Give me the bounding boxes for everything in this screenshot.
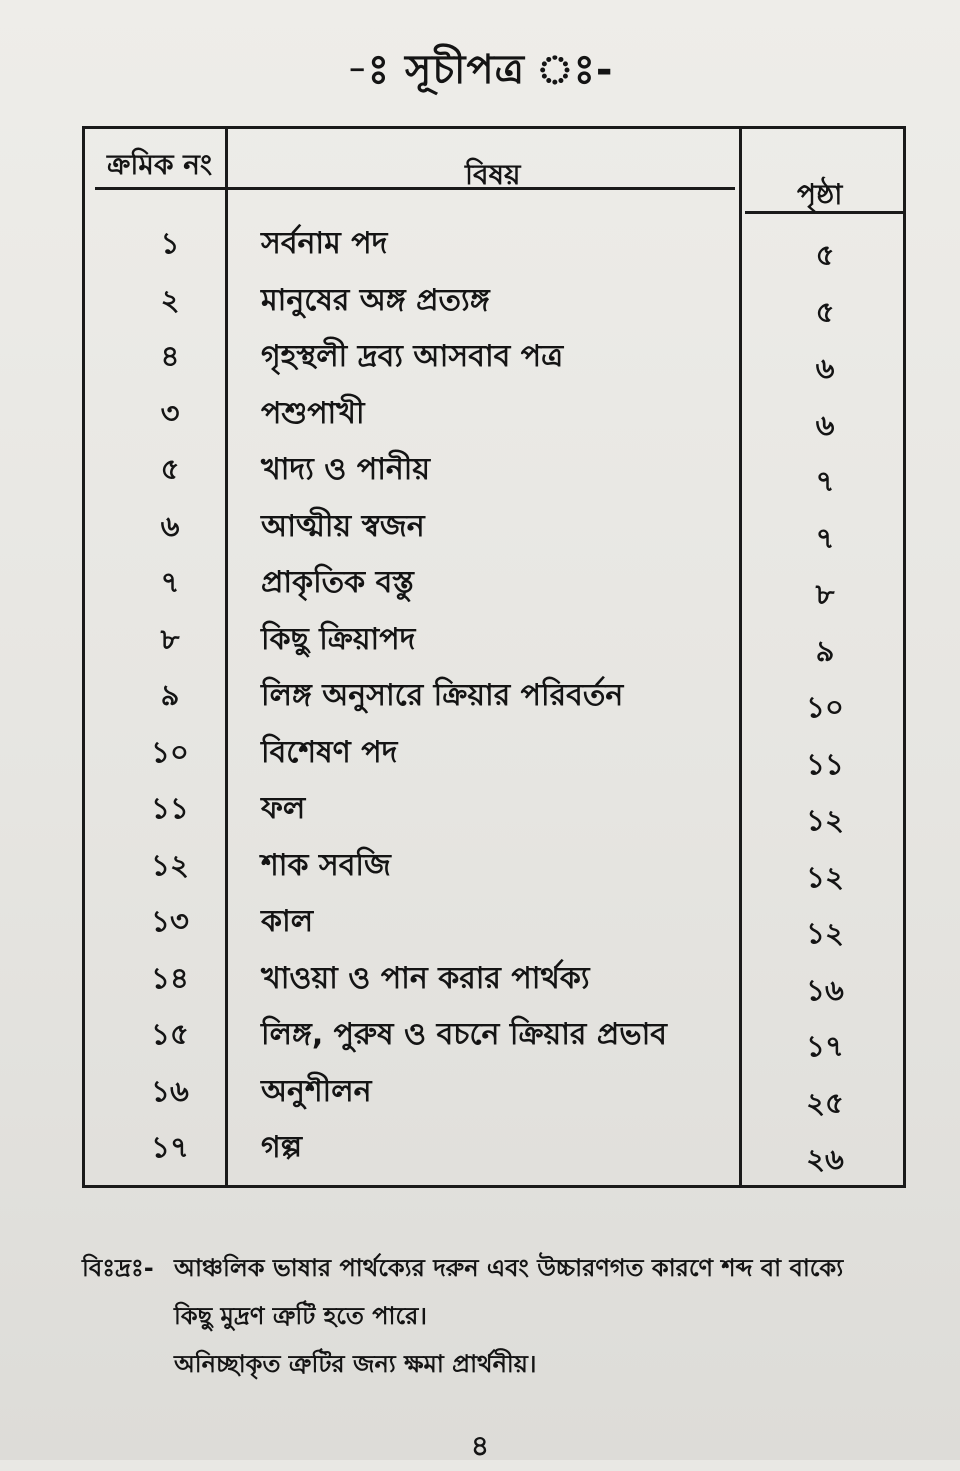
row-page: ৮ <box>815 577 835 611</box>
table-row <box>85 617 903 673</box>
table-row <box>85 673 903 729</box>
row-subject: কাল <box>261 904 314 939</box>
row-page: ১২ <box>806 916 844 950</box>
row-page: ১৭ <box>806 1029 844 1063</box>
row-subject: লিঙ্গ, পুরুষ ও বচনে ক্রিয়ার প্রভাব <box>261 1017 667 1052</box>
row-page: ২৫ <box>806 1085 844 1120</box>
row-serial: ৬ <box>160 508 180 543</box>
row-page: ৬ <box>815 351 835 385</box>
row-subject: গল্প <box>261 1130 303 1165</box>
table-row <box>85 730 903 786</box>
row-serial: ১০ <box>151 734 189 769</box>
table-row <box>85 1125 903 1181</box>
row-page: ৬ <box>815 407 835 442</box>
table-row <box>85 504 903 560</box>
row-serial: ৮ <box>160 621 180 656</box>
row-subject: প্রাকৃতিক বস্তু <box>261 565 414 600</box>
table-row <box>85 899 903 955</box>
row-serial: ৯ <box>160 678 180 712</box>
table-row <box>85 843 903 899</box>
table-row <box>85 447 903 503</box>
row-serial: ৩ <box>160 395 180 430</box>
row-subject: কিছু ক্রিয়াপদ <box>261 621 416 657</box>
row-page: ১২ <box>806 859 844 894</box>
page-title: -ঃ সূচীপত্র ঃ- <box>346 47 614 93</box>
row-serial: ১১ <box>151 791 189 825</box>
row-subject: অনুশীলন <box>261 1073 372 1109</box>
footnote-label: বিঃদ্রঃ- <box>82 1254 154 1282</box>
table-row <box>85 221 903 277</box>
footnote-line: কিছু মুদ্রণ ত্রুটি হতে পারে। <box>174 1302 427 1330</box>
row-serial: ৫ <box>160 452 180 486</box>
row-subject: সর্বনাম পদ <box>261 226 388 261</box>
row-serial: ১৭ <box>151 1130 189 1164</box>
page-number: ৪ <box>470 1429 490 1462</box>
row-serial: ২ <box>160 282 180 317</box>
table-row <box>85 956 903 1012</box>
row-subject: পশুপাখী <box>261 395 365 431</box>
row-page: ৫ <box>815 294 835 329</box>
row-serial: ৭ <box>160 565 180 599</box>
table-row <box>85 1012 903 1068</box>
row-serial: ১৬ <box>151 1073 189 1108</box>
row-page: ১০ <box>806 690 844 724</box>
table-row <box>85 560 903 616</box>
row-page: ৭ <box>815 464 835 498</box>
row-subject: শাক সবজি <box>261 847 391 883</box>
row-subject: খাওয়া ও পান করার পার্থক্য <box>261 960 590 996</box>
row-page: ৭ <box>815 520 835 555</box>
footnote-line: আঞ্চলিক ভাষার পার্থক্যের দরুন এবং উচ্চারণগত কারণে শব্দ বা বাক্যে <box>174 1254 844 1282</box>
table-row <box>85 391 903 447</box>
row-serial: ১৪ <box>151 960 189 995</box>
row-serial: ১৩ <box>151 904 189 938</box>
table-row <box>85 278 903 334</box>
table-row <box>85 1069 903 1125</box>
row-page: ১১ <box>806 746 844 781</box>
row-subject: লিঙ্গ অনুসারে ক্রিয়ার পরিবর্তন <box>261 678 624 713</box>
row-serial: ১৫ <box>151 1017 189 1051</box>
row-page: ৯ <box>815 633 835 668</box>
row-page: ১২ <box>806 803 844 837</box>
contents-table <box>82 126 906 1188</box>
row-subject: ফল <box>261 791 306 826</box>
row-subject: খাদ্য ও পানীয় <box>261 452 431 487</box>
table-row <box>85 786 903 842</box>
row-subject: আত্মীয় স্বজন <box>261 508 425 544</box>
footnote-line: অনিচ্ছাকৃত ত্রুটির জন্য ক্ষমা প্রার্থনীয়। <box>174 1350 537 1378</box>
row-serial: ১২ <box>151 847 189 882</box>
row-serial: ৪ <box>160 339 180 373</box>
row-subject: বিশেষণ পদ <box>261 734 398 770</box>
row-page: ১৬ <box>806 972 844 1007</box>
row-page: ২৬ <box>806 1142 844 1176</box>
table-row <box>85 334 903 390</box>
header-serial: ক্রমিক নং <box>107 148 213 181</box>
row-serial: ১ <box>160 226 180 260</box>
row-page: ৫ <box>815 238 835 272</box>
header-page: পৃষ্ঠা <box>797 178 843 211</box>
row-subject: মানুষের অঙ্গ প্রত্যঙ্গ <box>261 282 490 318</box>
row-subject: গৃহস্থলী দ্রব্য আসবাব পত্র <box>261 339 564 374</box>
header-subject: বিষয় <box>465 158 521 191</box>
